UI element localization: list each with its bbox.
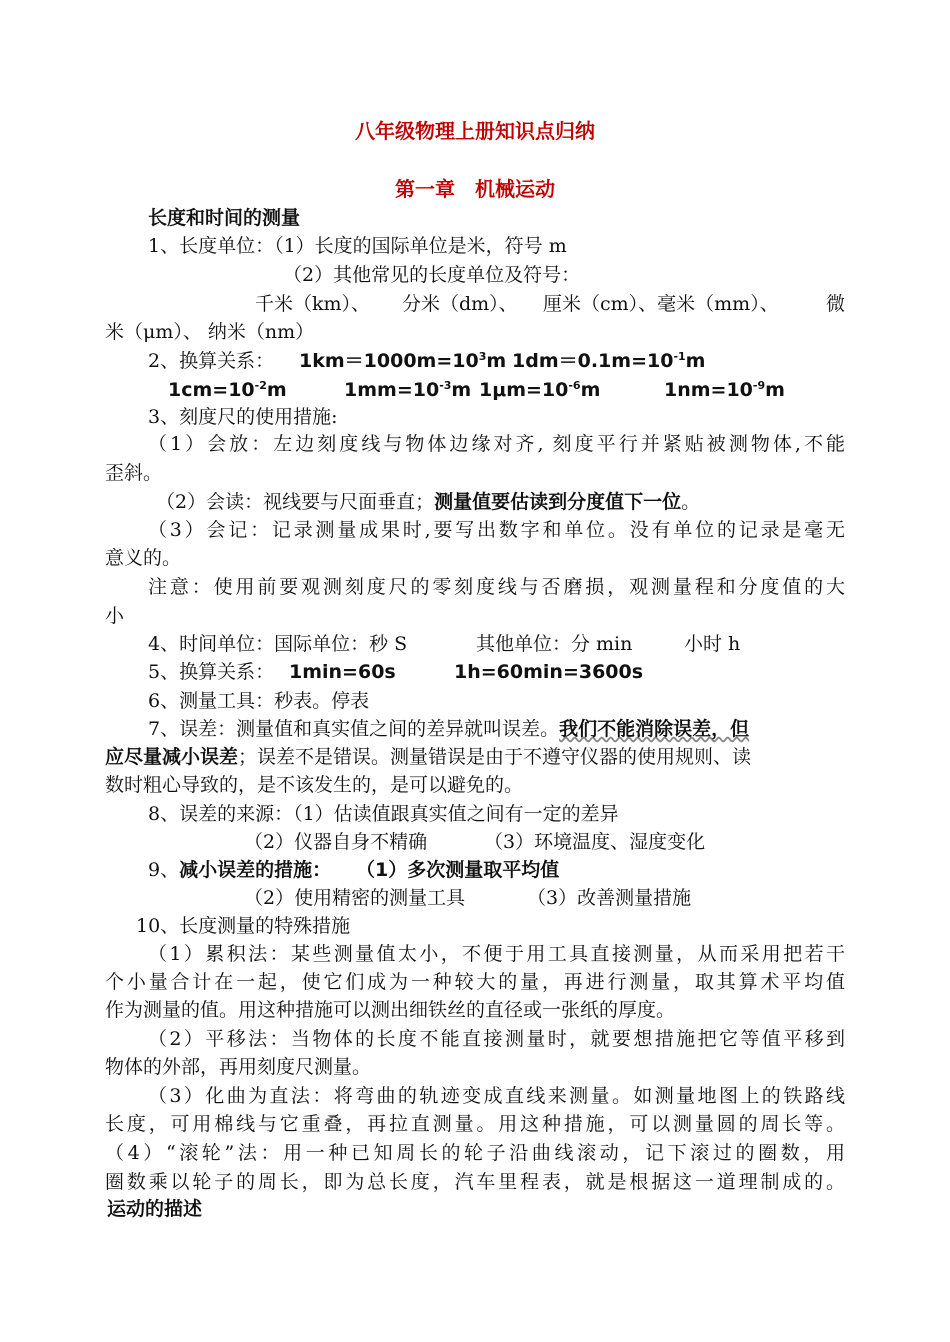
paragraph-line: 分米（dm）、: [402, 293, 518, 315]
conversion-formula: $1nm=10^{-9}m$: [664, 379, 785, 401]
paragraph-line: 注意：使用前要观测刻度尺的零刻度线与否磨损，观测量程和分度值的大: [148, 576, 845, 598]
paragraph-line: 10、长度测量的特殊措施: [136, 915, 351, 937]
paragraph-line: 8、误差的来源：（1）估读值跟真实值之间有一定的差异: [148, 803, 619, 825]
chapter-heading: 第一章 机械运动: [395, 177, 555, 201]
emphasis-text: 应尽量减小误差: [105, 746, 239, 768]
conversion-formula: $1cm=10^{-2}m$: [168, 379, 287, 401]
paragraph-line: （1）会放：左边刻度线与物体边缘对齐, 刻度平行并紧贴被测物体,不能: [148, 433, 845, 455]
paragraph-line: （4）“滚轮”法：用一种已知周长的轮子沿曲线滚动，记下滚过的圈数，用: [105, 1142, 845, 1164]
paragraph-line: 歪斜。: [105, 462, 163, 484]
paragraph-line: 微: [826, 293, 846, 315]
paragraph-line: 1、长度单位：（1）长度的国际单位是米，符号 m: [148, 235, 567, 257]
paragraph-line: （2）平移法：当物体的长度不能直接测量时，就要想措施把它等值平移到: [148, 1028, 845, 1050]
paragraph-line: 4、时间单位：国际单位：秒 S: [148, 633, 408, 655]
paragraph-line: 个小量合计在一起，使它们成为一种较大的量，再进行测量，取其算术平均值: [105, 971, 845, 993]
conversion-label: 2、换算关系：: [148, 350, 275, 372]
paragraph-line: （3）化曲为直法：将弯曲的轨迹变成直线来测量。如测量地图上的铁路线: [148, 1085, 845, 1107]
paragraph-line: 圈数乘以轮子的周长，即为总长度，汽车里程表，就是根据这一道理制成的。: [105, 1171, 845, 1193]
paragraph-line: 长度，可用棉线与它重叠，再拉直测量。用这种措施，可以测量圆的周长等。: [105, 1113, 845, 1135]
paragraph-line: 小: [105, 605, 125, 627]
paragraph-line: 意义的。: [105, 547, 182, 569]
conversion-formula: $1km=1000m=10^3m$: [299, 350, 507, 372]
paragraph-line: 6、测量工具：秒表。停表: [148, 690, 370, 712]
emphasis-text: 减小误差的措施：: [179, 859, 332, 881]
paragraph-line: （2）其他常见的长度单位及符号：: [283, 264, 581, 286]
emphasis-text: （1）多次测量取平均值: [356, 859, 560, 881]
conversion-formula: $1dm=0.1m=10^{-1}m$: [512, 350, 706, 372]
paragraph-line: （3）改善测量措施: [527, 887, 692, 909]
paragraph-line: 5、换算关系：: [148, 661, 275, 683]
emphasis-text: 测量值要估读到分度值下一位: [434, 491, 682, 513]
paragraph-line: （2）会读：视线要与尺面垂直；测量值要估读到分度值下一位。: [156, 491, 701, 513]
paragraph-line: （2）仪器自身不精确: [244, 831, 428, 853]
conversion-formula: $1\mu m=10^{-6}m$: [479, 379, 601, 401]
document-title: 八年级物理上册知识点归纳: [355, 119, 595, 143]
conversion-formula: $1mm=10^{-3}m$: [344, 379, 472, 401]
paragraph-line: 7、误差：测量值和真实值之间的差异就叫误差。我们不能消除误差，但: [148, 718, 750, 740]
paragraph-line: 米（μm）、 纳米（nm）: [105, 321, 315, 343]
paragraph-line: 作为测量的值。用这种措施可以测出细铁丝的直径或一张纸的厚度。: [105, 999, 676, 1021]
paragraph-line: 9、减小误差的措施：: [148, 859, 332, 881]
paragraph-line: 千米（km）、: [255, 293, 371, 315]
paragraph-line: 物体的外部，再用刻度尺测量。: [105, 1056, 372, 1078]
emphasis-text: 我们不能消除误差，但: [559, 718, 750, 740]
conversion-formula: 1h=60min=3600s: [454, 661, 644, 683]
section-heading: 运动的描述: [107, 1198, 203, 1220]
paragraph-line: 应尽量减小误差；误差不是错误。测量错误是由于不遵守仪器的使用规则、读: [105, 746, 752, 768]
paragraph-line: 数时粗心导致的，是不该发生的，是可以避免的。: [105, 774, 524, 796]
paragraph-line: （3）环境温度、湿度变化: [484, 831, 706, 853]
paragraph-line: （1）累积法：某些测量值太小，不便于用工具直接测量，从而采用把若干: [148, 943, 845, 965]
conversion-formula: 1min=60s: [289, 661, 396, 683]
paragraph-line: 小时 h: [684, 633, 741, 655]
paragraph-line: 其他单位：分 min: [476, 633, 633, 655]
paragraph-line: 3、刻度尺的使用措施:: [148, 406, 338, 428]
section-heading: 长度和时间的测量: [148, 207, 301, 229]
paragraph-line: （3）会记：记录测量成果时,要写出数字和单位。没有单位的记录是毫无: [148, 519, 845, 541]
paragraph-line: （2）使用精密的测量工具: [244, 887, 466, 909]
paragraph-line: 厘米（cm）、毫米（mm）、: [543, 293, 779, 315]
